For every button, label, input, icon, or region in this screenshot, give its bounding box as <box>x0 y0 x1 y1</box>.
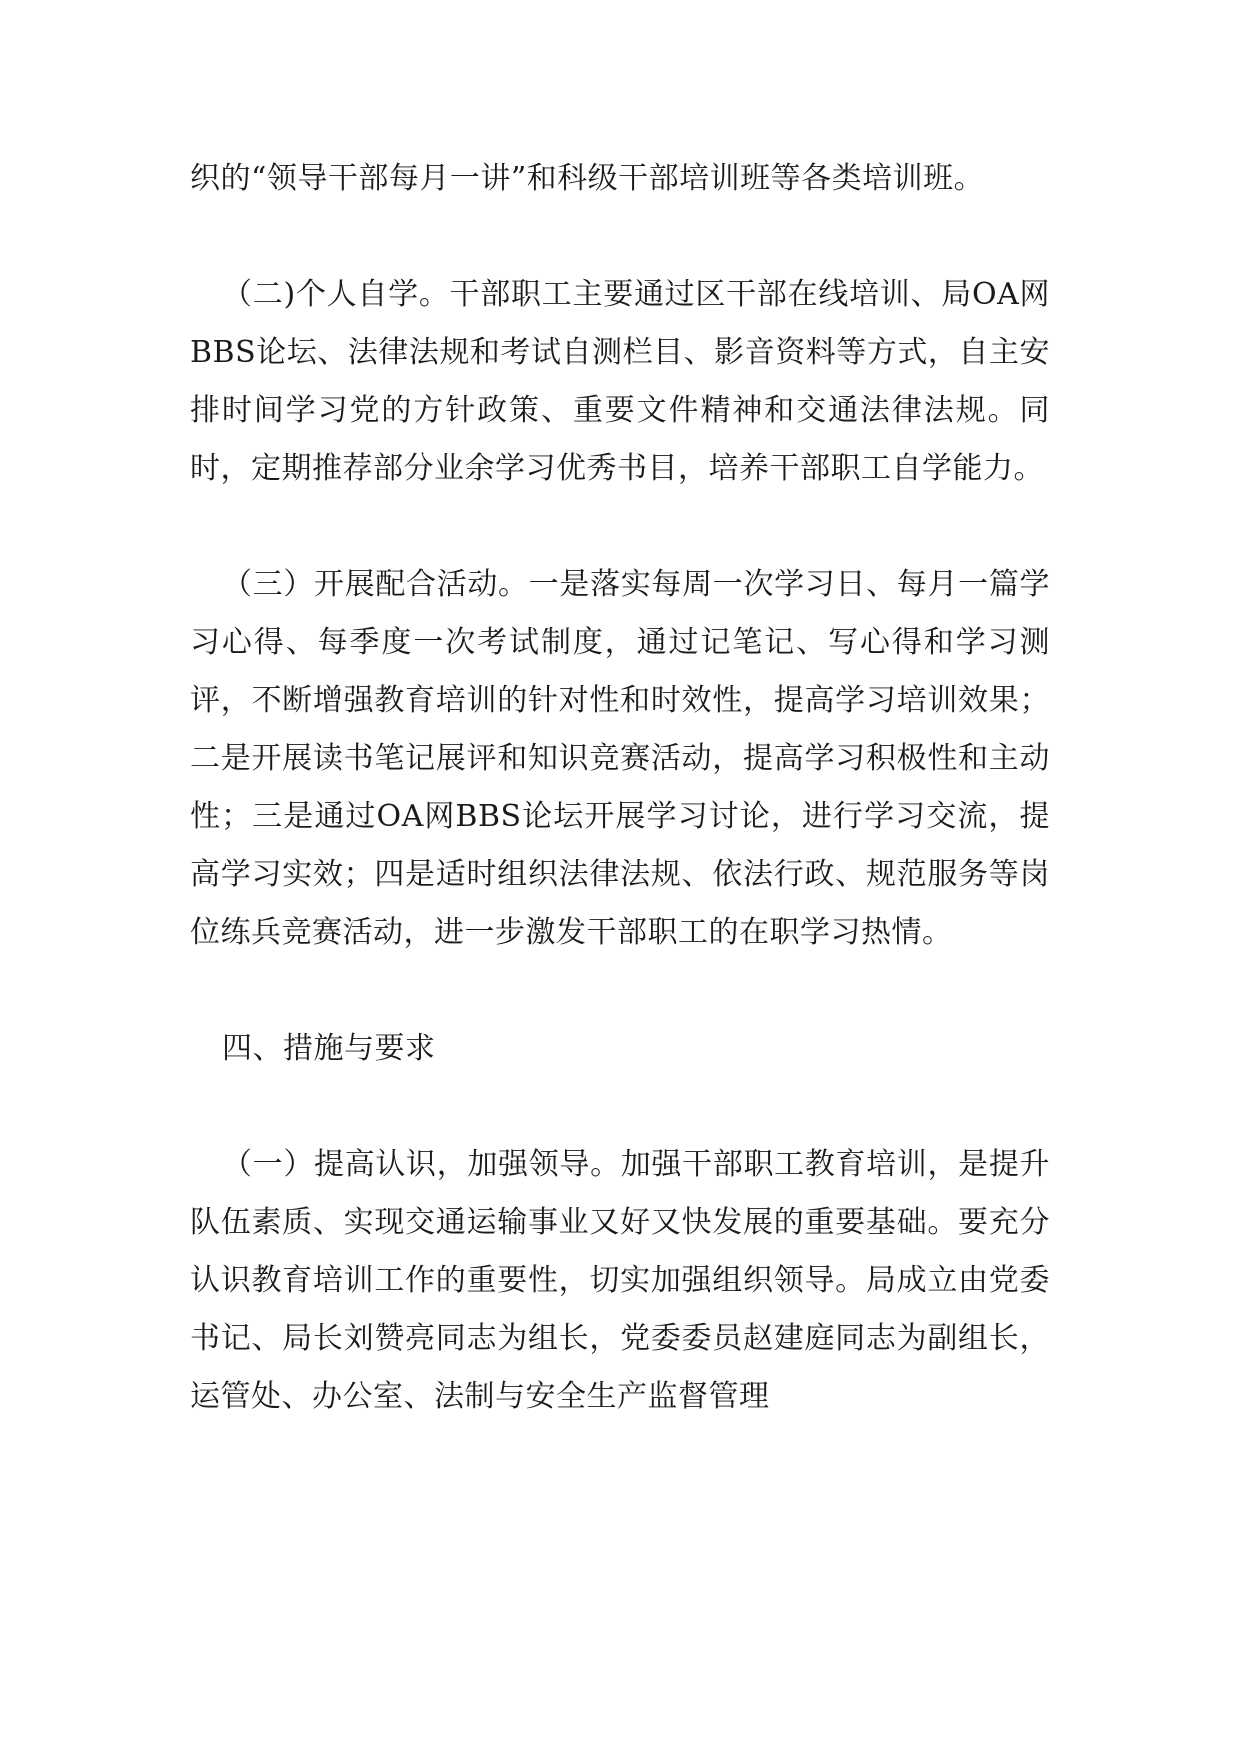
paragraph-activities: （三）开展配合活动。一是落实每周一次学习日、每月一篇学习心得、每季度一次考试制度，通过记笔记、写心得和学习测评，不断增强教育培训的针对性和时效性，提高学习培训效果；二是开展读书笔记展评和知识竞赛活动，提高学习积极性和主动性；三是通过OA网BBS论坛开展学习讨论，进行学习交流，提高学习实效；四是适时组织法律法规、依法行政、规范服务等岗位练兵竞赛活动，进一步激发干部职工的在职学习热情。 <box>190 567 1050 950</box>
paragraph-self-study: （二)个人自学。干部职工主要通过区干部在线培训、局OA网BBS论坛、法律法规和考试自测栏目、影音资料等方式，自主安排时间学习党的方针政策、重要文件精神和交通法律法规。同时，定期推荐部分业余学习优秀书目，培养干部职工自学能力。 <box>190 277 1050 486</box>
paragraph-leadership: （一）提高认识，加强领导。加强干部职工教育培训，是提升队伍素质、实现交通运输事业又好又快发展的重要基础。要充分认识教育培训工作的重要性，切实加强组织领导。局成立由党委书记、局长刘赞亮同志为组长，党委委员赵建庭同志为副组长，运管处、办公室、法制与安全生产监督管理 <box>190 1147 1050 1414</box>
section-heading-measures: 四、措施与要求 <box>222 1031 436 1066</box>
document-body <box>190 150 1050 1484</box>
paragraph-continuation: 织的“领导干部每月一讲”和科级干部培训班等各类培训班。 <box>190 161 985 196</box>
